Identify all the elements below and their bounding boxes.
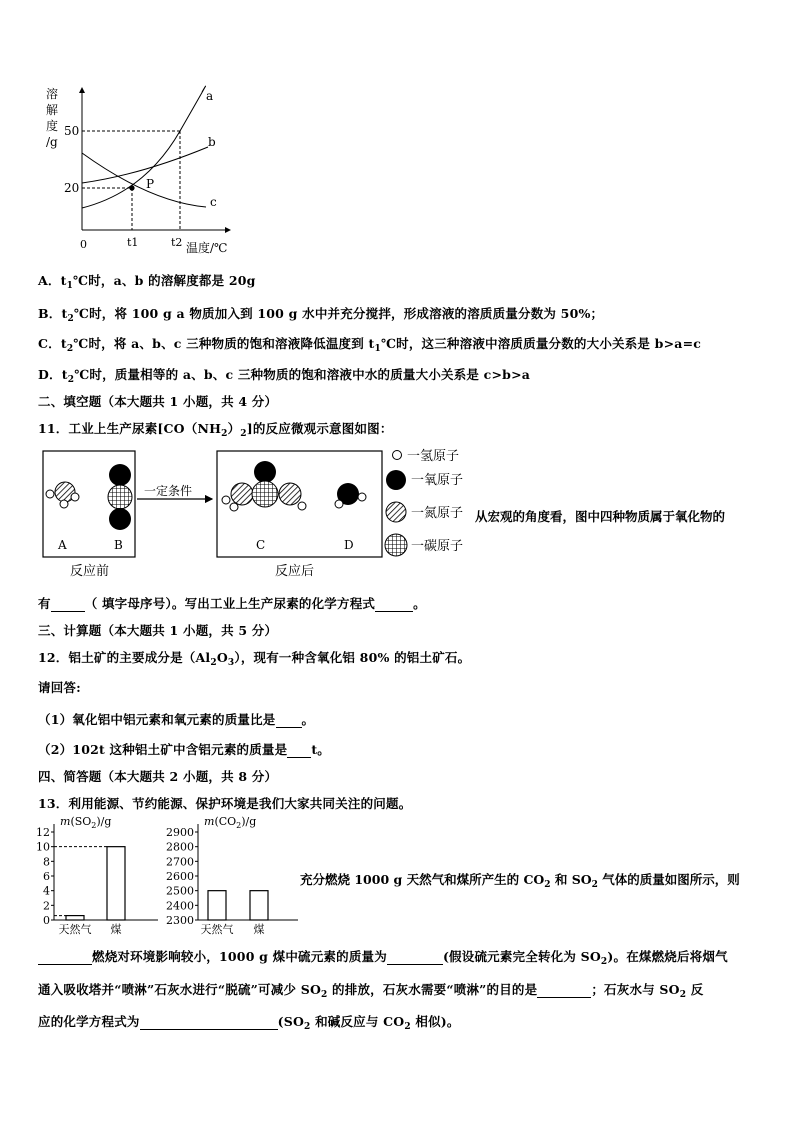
co2-tick-label: 2600 [166, 870, 194, 883]
y-tick-20: 20 [64, 181, 80, 195]
q12-blank-1[interactable] [276, 712, 302, 728]
carbon-atom-icon [385, 534, 407, 556]
x-axis-label: 温度/℃ [186, 241, 228, 255]
point-p [129, 185, 134, 190]
co2-category-label: 煤 [253, 923, 265, 936]
so2-tick-label: 6 [43, 870, 50, 883]
curve-b-label: b [208, 135, 216, 149]
so2-tick-label: 0 [43, 914, 50, 927]
point-p-label: P [146, 177, 155, 191]
q13-side-text: 充分燃烧 1000 g 天然气和煤所产生的 $CO_2$ 和 $SO_2$ 气体的质量如图所示，则 [300, 872, 740, 890]
q13-blank-2[interactable] [387, 949, 443, 965]
legend-oxygen: 一氧原子 [411, 473, 464, 488]
y-label-2: 解 [46, 103, 59, 117]
section-calculation: 三、计算题（本大题共 1 小题，共 5 分） [38, 623, 278, 638]
arrow-condition: 一定条件 [144, 484, 193, 498]
so2-tick-label: 2 [43, 899, 50, 913]
q11-blank-2[interactable] [375, 596, 413, 612]
curve-a-label: a [206, 89, 214, 103]
caption-before: 反应前 [70, 564, 110, 579]
molecule-c [222, 461, 306, 511]
y-label-3: 度 [46, 119, 59, 133]
legend-carbon: 一碳原子 [411, 539, 464, 554]
co2-category-label: 天然气 [200, 923, 234, 936]
molecule-a [46, 482, 79, 508]
q13-line1: 燃烧对环境影响较小，1000 g 煤中硫元素的质量为 (假设硫元素完全转化为 $SO_2$)。在煤燃烧后将烟气 [38, 947, 728, 967]
label-a: A [58, 538, 67, 552]
option-a: A．$t_1℃$时，a、b 的溶解度都是 20g [38, 273, 256, 291]
question-12: 12．铝土矿的主要成分是$(Al_2O_3)$，现有一种含氧化铝 80% 的铝土矿石。 [38, 650, 471, 668]
option-d: D．$t_2℃$时，质量相等的 a、b、c 三种物质的饱和溶液中水的质量大小关系是 c>b>a [38, 367, 531, 385]
q13-line3: 应的化学方程式为 ($SO_2$ 和碱反应与 $CO_2$ 相似)。 [38, 1014, 460, 1032]
molecule-b [108, 464, 132, 530]
label-d: D [344, 538, 354, 552]
oxygen-atom-icon [386, 470, 406, 490]
solubility-chart [40, 80, 240, 258]
legend [385, 449, 463, 556]
y-tick-50: 50 [64, 124, 80, 138]
curve-c-label: c [210, 195, 217, 209]
section-short-answer: 四、简答题（本大题共 2 小题，共 8 分） [38, 769, 278, 784]
legend-nitrogen: 一氮原子 [411, 506, 464, 521]
co2-tick-label: 2500 [166, 884, 194, 898]
legend-hydrogen: 一氢原子 [407, 449, 460, 464]
co2-tick-label: 2300 [166, 914, 194, 927]
so2-tick-label: 4 [43, 884, 50, 898]
x-tick-t1: t1 [127, 236, 139, 249]
so2-tick-label: 10 [36, 840, 50, 854]
label-c: C [256, 538, 266, 552]
co2-tick-label: 2700 [166, 855, 194, 869]
so2-chart-title: $m(SO_2)/g$ [60, 815, 112, 830]
q12-part1: （1）氧化铝中铝元素和氧元素的质量比是 。 [38, 712, 315, 727]
so2-tick-label: 8 [43, 855, 50, 869]
so2-category-label: 天然气 [58, 923, 92, 936]
so2-tick-label: 12 [36, 826, 50, 839]
question-13-intro: 13．利用能源、节约能源、保护环境是我们大家共同关注的问题。 [38, 796, 412, 811]
q12-prompt: 请回答: [38, 680, 81, 695]
co2-bar-chart [160, 812, 305, 940]
co2-chart-title: $m(CO_2)/g$ [204, 815, 257, 830]
caption-after: 反应后 [275, 564, 315, 579]
option-b: B．$t_2℃$时，将 100 g a 物质加入到 100 g 水中并充分搅拌，形成溶液的溶质质量分数为 50%； [38, 306, 604, 324]
section-fill-blank: 二、填空题（本大题共 1 小题，共 4 分） [38, 394, 278, 409]
nitrogen-atom-icon [386, 502, 406, 522]
hydrogen-atom-icon [393, 451, 402, 460]
so2-category-label: 煤 [110, 923, 122, 936]
question-11: 11．工业上生产尿素$[CO(NH_2)_2]$的反应微观示意图如图： [38, 421, 393, 439]
q11-line2: 有 （ 填字母序号）。写出工业上生产尿素的化学方程式 。 [38, 596, 426, 611]
molecule-d [335, 483, 366, 508]
q12-part2: （2）102t 这种铝土矿中含铝元素的质量是 t。 [38, 742, 331, 757]
co2-bar [250, 891, 268, 920]
co2-tick-label: 2800 [166, 840, 194, 854]
option-c: C．$t_2℃$时，将 a、b、c 三种物质的饱和溶液降低温度到 $t_1℃$时，这三种溶液中溶质质量分数的大小关系是 b>a=c [38, 336, 702, 354]
q13-line2: 通入吸收塔并“喷淋”石灰水进行“脱硫”可减少 $SO_2$ 的排放，石灰水需要“喷淋”的目的是 ；石灰水与 $SO_2$ 反 [38, 982, 704, 1000]
q13-blank-3[interactable] [537, 982, 591, 998]
q11-blank-1[interactable] [51, 596, 85, 612]
curve-b [82, 147, 208, 183]
co2-tick-label: 2900 [166, 826, 194, 839]
x-tick-t2: t2 [171, 236, 183, 249]
y-label-1: 溶 [46, 87, 59, 101]
q13-blank-4[interactable] [140, 1014, 278, 1030]
q12-blank-2[interactable] [287, 742, 311, 758]
q13-blank-1[interactable] [38, 949, 92, 965]
so2-bar [107, 847, 125, 920]
y-label-4: /g [46, 135, 58, 149]
so2-bar [66, 916, 84, 920]
label-b: B [114, 538, 123, 552]
q11-side-text: 从宏观的角度看，图中四种物质属于氧化物的 [475, 509, 726, 524]
co2-tick-label: 2400 [166, 899, 194, 913]
so2-bar-chart [30, 812, 168, 940]
co2-bar [208, 891, 226, 920]
x-tick-0: 0 [80, 238, 87, 251]
